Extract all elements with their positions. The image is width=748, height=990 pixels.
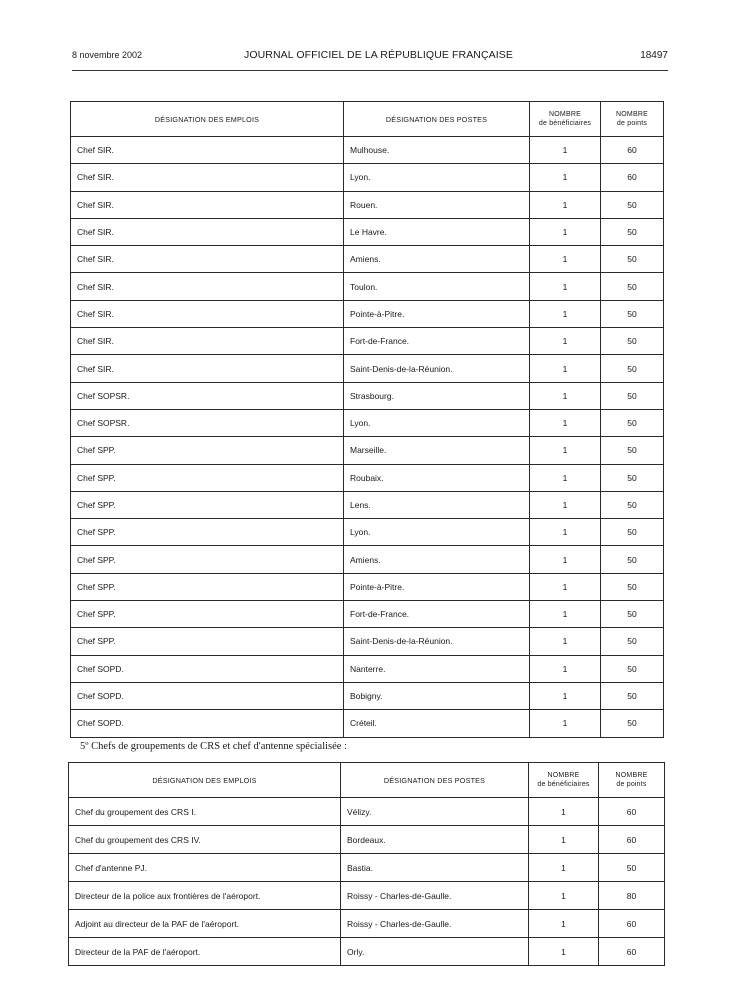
emploi-cell: Directeur de la PAF de l'aéroport. bbox=[69, 938, 341, 966]
beneficiaires-cell: 1 bbox=[530, 137, 601, 164]
beneficiaires-cell: 1 bbox=[530, 328, 601, 355]
poste-cell: Toulon. bbox=[344, 273, 530, 300]
emploi-cell: Chef SOPSR. bbox=[71, 409, 344, 436]
beneficiaires-cell: 1 bbox=[529, 938, 599, 966]
table-emplois-2 bbox=[68, 762, 665, 966]
beneficiaires-cell: 1 bbox=[530, 273, 601, 300]
emploi-cell: Chef SIR. bbox=[71, 218, 344, 245]
points-cell: 50 bbox=[601, 682, 664, 709]
beneficiaires-cell: 1 bbox=[529, 854, 599, 882]
points-cell: 50 bbox=[601, 710, 664, 737]
poste-cell: Amiens. bbox=[344, 246, 530, 273]
beneficiaires-cell: 1 bbox=[529, 798, 599, 826]
table-row bbox=[71, 273, 664, 300]
table-row bbox=[71, 546, 664, 573]
poste-cell: Le Havre. bbox=[344, 218, 530, 245]
table-header-row bbox=[69, 763, 665, 798]
poste-cell: Fort-de-France. bbox=[344, 601, 530, 628]
col-header-points-line1: NOMBRE bbox=[616, 111, 648, 118]
table-row bbox=[71, 409, 664, 436]
beneficiaires-cell: 1 bbox=[530, 491, 601, 518]
table-row bbox=[71, 464, 664, 491]
emploi-cell: Chef SIR. bbox=[71, 355, 344, 382]
poste-cell: Bobigny. bbox=[344, 682, 530, 709]
table-header-row bbox=[71, 102, 664, 137]
poste-cell: Pointe-à-Pitre. bbox=[344, 300, 530, 327]
beneficiaires-cell: 1 bbox=[530, 191, 601, 218]
emploi-cell: Chef SPP. bbox=[71, 437, 344, 464]
points-cell: 50 bbox=[601, 628, 664, 655]
points-cell: 50 bbox=[601, 601, 664, 628]
emploi-cell: Chef SPP. bbox=[71, 519, 344, 546]
table-row bbox=[71, 628, 664, 655]
beneficiaires-cell: 1 bbox=[530, 601, 601, 628]
beneficiaires-cell: 1 bbox=[530, 546, 601, 573]
beneficiaires-cell: 1 bbox=[529, 826, 599, 854]
poste-cell: Nanterre. bbox=[344, 655, 530, 682]
table-row bbox=[71, 164, 664, 191]
emploi-cell: Chef SPP. bbox=[71, 601, 344, 628]
emploi-cell: Chef SIR. bbox=[71, 328, 344, 355]
table-row bbox=[71, 655, 664, 682]
poste-cell: Fort-de-France. bbox=[344, 328, 530, 355]
points-cell: 50 bbox=[601, 437, 664, 464]
table-row bbox=[71, 601, 664, 628]
table-row bbox=[71, 355, 664, 382]
poste-cell: Orly. bbox=[341, 938, 529, 966]
points-cell: 60 bbox=[599, 798, 665, 826]
emploi-cell: Chef SOPSR. bbox=[71, 382, 344, 409]
poste-cell: Lyon. bbox=[344, 409, 530, 436]
col-header-points-line2: de points bbox=[616, 120, 648, 127]
emploi-cell: Chef SIR. bbox=[71, 246, 344, 273]
col-header-beneficiaires-line1: NOMBRE bbox=[547, 772, 580, 779]
points-cell: 50 bbox=[601, 382, 664, 409]
beneficiaires-cell: 1 bbox=[530, 382, 601, 409]
points-cell: 50 bbox=[601, 519, 664, 546]
col-header-beneficiaires bbox=[530, 102, 601, 137]
table-row bbox=[69, 854, 665, 882]
beneficiaires-cell: 1 bbox=[529, 910, 599, 938]
emploi-cell: Chef SPP. bbox=[71, 546, 344, 573]
emploi-cell: Chef SIR. bbox=[71, 300, 344, 327]
header-rule bbox=[72, 70, 668, 71]
points-cell: 50 bbox=[601, 409, 664, 436]
emploi-cell: Chef SPP. bbox=[71, 491, 344, 518]
beneficiaires-cell: 1 bbox=[530, 655, 601, 682]
table-row bbox=[69, 798, 665, 826]
beneficiaires-cell: 1 bbox=[530, 355, 601, 382]
poste-cell: Lens. bbox=[344, 491, 530, 518]
col-header-postes: DÉSIGNATION DES POSTES bbox=[344, 102, 530, 137]
poste-cell: Marseille. bbox=[344, 437, 530, 464]
poste-cell: Bastia. bbox=[341, 854, 529, 882]
beneficiaires-cell: 1 bbox=[530, 409, 601, 436]
col-header-emplois: DÉSIGNATION DES EMPLOIS bbox=[71, 102, 344, 137]
poste-cell: Roissy - Charles-de-Gaulle. bbox=[341, 882, 529, 910]
beneficiaires-cell: 1 bbox=[530, 246, 601, 273]
page-header bbox=[72, 46, 668, 64]
emploi-cell: Directeur de la police aux frontières de l'aéroport. bbox=[69, 882, 341, 910]
col-header-points-line2: de points bbox=[616, 781, 647, 788]
poste-cell: Strasbourg. bbox=[344, 382, 530, 409]
page-number: 18497 bbox=[640, 50, 668, 61]
beneficiaires-cell: 1 bbox=[530, 682, 601, 709]
beneficiaires-cell: 1 bbox=[530, 628, 601, 655]
poste-cell: Bordeaux. bbox=[341, 826, 529, 854]
table-row bbox=[71, 682, 664, 709]
header-date: 8 novembre 2002 bbox=[72, 50, 143, 60]
emploi-cell: Chef SIR. bbox=[71, 164, 344, 191]
section-5-heading: 5º Chefs de groupements de CRS et chef d'antenne spécialisée : bbox=[80, 741, 347, 752]
emploi-cell: Chef SPP. bbox=[71, 464, 344, 491]
points-cell: 50 bbox=[601, 218, 664, 245]
poste-cell: Roissy - Charles-de-Gaulle. bbox=[341, 910, 529, 938]
points-cell: 60 bbox=[601, 137, 664, 164]
points-cell: 50 bbox=[601, 546, 664, 573]
table-row bbox=[69, 826, 665, 854]
table-row bbox=[71, 710, 664, 737]
table-row bbox=[71, 300, 664, 327]
table-row bbox=[71, 218, 664, 245]
emploi-cell: Chef SIR. bbox=[71, 137, 344, 164]
poste-cell: Amiens. bbox=[344, 546, 530, 573]
col-header-points-line1: NOMBRE bbox=[615, 772, 648, 779]
table-row bbox=[71, 573, 664, 600]
poste-cell: Saint-Denis-de-la-Réunion. bbox=[344, 628, 530, 655]
table-row bbox=[71, 246, 664, 273]
poste-cell: Mulhouse. bbox=[344, 137, 530, 164]
table-row bbox=[71, 137, 664, 164]
table-row bbox=[71, 191, 664, 218]
col-header-emplois: DÉSIGNATION DES EMPLOIS bbox=[69, 763, 341, 798]
table-row bbox=[69, 882, 665, 910]
beneficiaires-cell: 1 bbox=[530, 710, 601, 737]
points-cell: 50 bbox=[601, 464, 664, 491]
points-cell: 80 bbox=[599, 882, 665, 910]
beneficiaires-cell: 1 bbox=[530, 519, 601, 546]
emploi-cell: Chef SIR. bbox=[71, 273, 344, 300]
col-header-beneficiaires-line2: de bénéficiaires bbox=[538, 120, 592, 127]
col-header-postes: DÉSIGNATION DES POSTES bbox=[341, 763, 529, 798]
beneficiaires-cell: 1 bbox=[529, 882, 599, 910]
emploi-cell: Adjoint au directeur de la PAF de l'aéroport. bbox=[69, 910, 341, 938]
col-header-points bbox=[601, 102, 664, 137]
poste-cell: Saint-Denis-de-la-Réunion. bbox=[344, 355, 530, 382]
points-cell: 60 bbox=[599, 938, 665, 966]
poste-cell: Lyon. bbox=[344, 164, 530, 191]
journal-title: JOURNAL OFFICIEL DE LA RÉPUBLIQUE FRANÇAISE bbox=[244, 49, 513, 61]
table-row bbox=[71, 519, 664, 546]
col-header-beneficiaires-line2: de bénéficiaires bbox=[537, 781, 590, 788]
poste-cell: Rouen. bbox=[344, 191, 530, 218]
poste-cell: Vélizy. bbox=[341, 798, 529, 826]
table-row bbox=[69, 938, 665, 966]
points-cell: 50 bbox=[601, 573, 664, 600]
beneficiaires-cell: 1 bbox=[530, 218, 601, 245]
poste-cell: Pointe-à-Pitre. bbox=[344, 573, 530, 600]
points-cell: 50 bbox=[601, 246, 664, 273]
emploi-cell: Chef d'antenne PJ. bbox=[69, 854, 341, 882]
points-cell: 50 bbox=[601, 491, 664, 518]
table-row bbox=[71, 437, 664, 464]
points-cell: 50 bbox=[601, 328, 664, 355]
emploi-cell: Chef SOPD. bbox=[71, 710, 344, 737]
emploi-cell: Chef du groupement des CRS IV. bbox=[69, 826, 341, 854]
points-cell: 50 bbox=[599, 854, 665, 882]
col-header-points bbox=[599, 763, 665, 798]
points-cell: 50 bbox=[601, 300, 664, 327]
table-row bbox=[71, 491, 664, 518]
poste-cell: Créteil. bbox=[344, 710, 530, 737]
emploi-cell: Chef du groupement des CRS I. bbox=[69, 798, 341, 826]
poste-cell: Roubaix. bbox=[344, 464, 530, 491]
poste-cell: Lyon. bbox=[344, 519, 530, 546]
col-header-beneficiaires bbox=[529, 763, 599, 798]
table-row bbox=[71, 328, 664, 355]
points-cell: 60 bbox=[601, 164, 664, 191]
emploi-cell: Chef SOPD. bbox=[71, 682, 344, 709]
points-cell: 60 bbox=[599, 826, 665, 854]
beneficiaires-cell: 1 bbox=[530, 300, 601, 327]
col-header-beneficiaires-line1: NOMBRE bbox=[549, 111, 581, 118]
points-cell: 50 bbox=[601, 191, 664, 218]
emploi-cell: Chef SIR. bbox=[71, 191, 344, 218]
points-cell: 50 bbox=[601, 655, 664, 682]
beneficiaires-cell: 1 bbox=[530, 573, 601, 600]
beneficiaires-cell: 1 bbox=[530, 164, 601, 191]
table-row bbox=[69, 910, 665, 938]
points-cell: 50 bbox=[601, 273, 664, 300]
emploi-cell: Chef SOPD. bbox=[71, 655, 344, 682]
table-emplois-1 bbox=[70, 101, 664, 738]
table-row bbox=[71, 382, 664, 409]
beneficiaires-cell: 1 bbox=[530, 464, 601, 491]
points-cell: 50 bbox=[601, 355, 664, 382]
emploi-cell: Chef SPP. bbox=[71, 628, 344, 655]
points-cell: 60 bbox=[599, 910, 665, 938]
emploi-cell: Chef SPP. bbox=[71, 573, 344, 600]
beneficiaires-cell: 1 bbox=[530, 437, 601, 464]
